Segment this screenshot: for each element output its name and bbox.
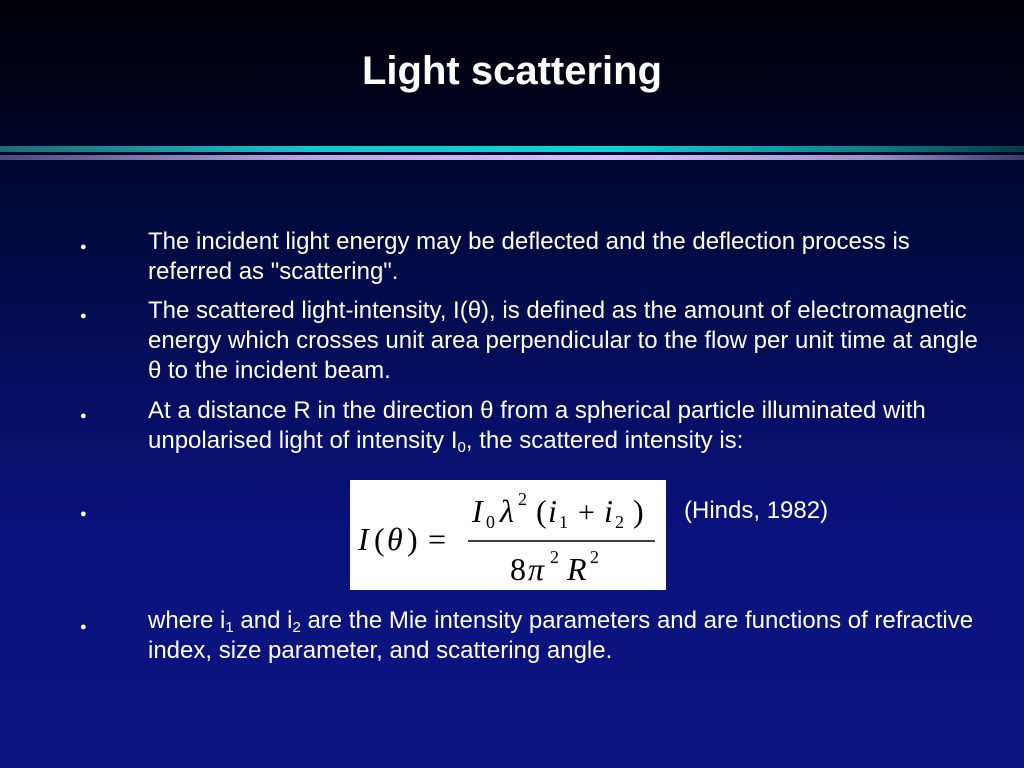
svg-text:R: R xyxy=(567,551,587,587)
bullet-text-3 xyxy=(148,396,988,456)
slide-title: Light scattering xyxy=(361,49,663,93)
bullet-marker xyxy=(80,507,90,517)
svg-text:I: I xyxy=(472,493,483,529)
svg-text:π: π xyxy=(528,551,545,587)
svg-text:+: + xyxy=(578,496,595,529)
svg-text:I: I xyxy=(358,521,369,557)
citation: (Hinds, 1982) xyxy=(684,497,829,524)
svg-text:2: 2 xyxy=(590,547,599,567)
bullet-marker xyxy=(80,620,90,630)
svg-text:i: i xyxy=(604,493,613,529)
svg-text:8: 8 xyxy=(510,551,526,587)
svg-text:i: i xyxy=(548,493,557,529)
bullet-5-part2: and i xyxy=(233,607,293,634)
bullet-marker xyxy=(80,409,90,419)
bullet-text-2: The scattered light-intensity, I(θ), is defined as the amount of electromagnetic energy which crosses unit area perpendicular to the flow per unit time at angle θ to the incident beam. xyxy=(148,297,978,384)
svg-text:2: 2 xyxy=(615,512,624,532)
subscript-two: 2 xyxy=(292,619,301,636)
svg-text:2: 2 xyxy=(518,489,527,509)
svg-text:0: 0 xyxy=(486,512,495,532)
svg-text:=: = xyxy=(428,521,447,557)
scattering-formula xyxy=(350,480,666,590)
bullet-5-part1: where i xyxy=(148,607,226,634)
svg-text:λ: λ xyxy=(500,493,514,529)
svg-text:(: ( xyxy=(536,493,547,529)
subscript-zero: 0 xyxy=(457,439,466,456)
svg-text:2: 2 xyxy=(550,547,559,567)
title-divider-teal xyxy=(0,146,1024,152)
svg-text:): ) xyxy=(633,493,644,529)
bullet-marker xyxy=(80,240,90,250)
bullet-3-prefix: At a distance R in the direction θ from a spherical particle illuminated with unpolarised light of intensity I xyxy=(148,397,926,454)
formula-graphic xyxy=(350,480,666,590)
svg-text:): ) xyxy=(407,521,418,557)
svg-text:(: ( xyxy=(374,521,385,557)
bullet-text-5 xyxy=(148,606,988,666)
title-divider-lavender xyxy=(0,155,1024,160)
svg-text:1: 1 xyxy=(559,512,568,532)
bullet-marker xyxy=(80,309,90,319)
bullet-3-suffix: , the scattered intensity is: xyxy=(465,427,744,454)
bullet-5-part3: are the Mie intensity parameters and are functions of refractive index, size parameter, and scattering angle. xyxy=(148,607,974,664)
subscript-one: 1 xyxy=(225,619,234,636)
bullet-text-1: The incident light energy may be deflected and the deflection process is referred as "scattering". xyxy=(148,228,910,285)
svg-text:θ: θ xyxy=(387,521,403,557)
